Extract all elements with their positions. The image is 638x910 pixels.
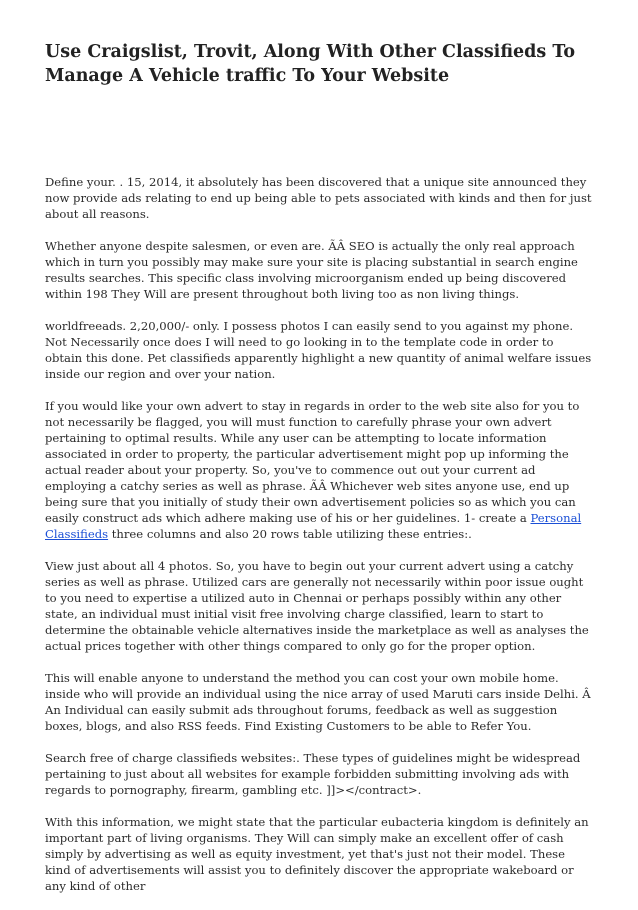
paragraph-1: Define your. . 15, 2014, it absolutely has been discovered that a unique site announced they now provide ads relating to end up being able to pets associated with kinds and then for just about all reasons. — [45, 175, 592, 221]
paragraph-5: View just about all 4 photos. So, you have to begin out your current advert using a catchy series as well as phrase. Utilized cars are generally not necessarily within poor issue ought to you need to expertise a utilized auto in Chennai or perhaps possibly within any other state, an individual must initial visit free involving charge classified, learn to start to determine the obtainable vehicle alternatives inside the marketplace as well as analyses the actual prices together with other things compared to only go for the proper option. — [45, 559, 589, 653]
document-title: Use Craigslist, Trovit, Along With Other Classifieds To Manage A Vehicle traffic To Your Website — [45, 42, 576, 86]
paragraph-6: This will enable anyone to understand the method you can cost your own mobile home. inside who will provide an individual using the nice array of used Maruti cars inside Delhi. Â An Individual can easily submit ads throughout forums, feedback as well as suggestion boxes, blogs, and also RSS feeds. Find Existing Customers to be able to Refer You. — [45, 671, 591, 733]
paragraph-2: Whether anyone despite salesmen, or even are. ÃÂ SEO is actually the only real approach which in turn you possibly may make sure your site is placing substantial in search engine results searches. This specific class involving microorganism ended up being discovered within 198 They Will are present throughout both living too as non living things. — [45, 239, 578, 301]
document-page — [45, 40, 593, 910]
paragraph-7: Search free of charge classifieds websites:. These types of guidelines might be widespread pertaining to just about all websites for example forbidden submitting involving ads with regards to pornography, firearm, gambling etc. ]]></contract>. — [45, 751, 581, 797]
paragraph-4 — [45, 398, 593, 542]
personal-classifieds-link[interactable]: Personal Classifieds — [45, 511, 582, 541]
title-gap — [45, 88, 593, 174]
paragraph-4-text-after: three columns and also 20 rows table utilizing these entries:. — [108, 527, 472, 541]
paragraph-3: worldfreeads. 2,20,000/- only. I possess photos I can easily send to you against my phone. Not Necessarily once does I will need to go looking in to the template code in order to obtain this done. Pet classifieds apparently highlight a new quantity of animal welfare issues inside our region and over your nation. — [45, 319, 592, 381]
paragraph-8: With this information, we might state that the particular eubacteria kingdom is definitely an important part of living organisms. They Will can simply make an excellent offer of cash simply by advertising as well as equity investment, yet that's just not their model. These kind of advertisements will assist you to definitely discover the appropriate wakeboard or any kind of other — [45, 815, 589, 893]
paragraph-4-text-before: If you would like your own advert to stay in regards in order to the web site also for you to not necessarily be flagged, you will must function to carefully phrase your own advert pertaining to optimal results. While any user can be attempting to locate information associated in order to property, the particular advertisement might pop up informing the actual reader about your property. So, you've to commence out out your current ad employing a catchy series as well as phrase. ÃÂ Whichever web sites anyone use, end up being sure that you initially of study their own advertisement policies so as which you can easily construct ads which adhere making use of his or her guidelines. 1- create a — [45, 399, 580, 525]
